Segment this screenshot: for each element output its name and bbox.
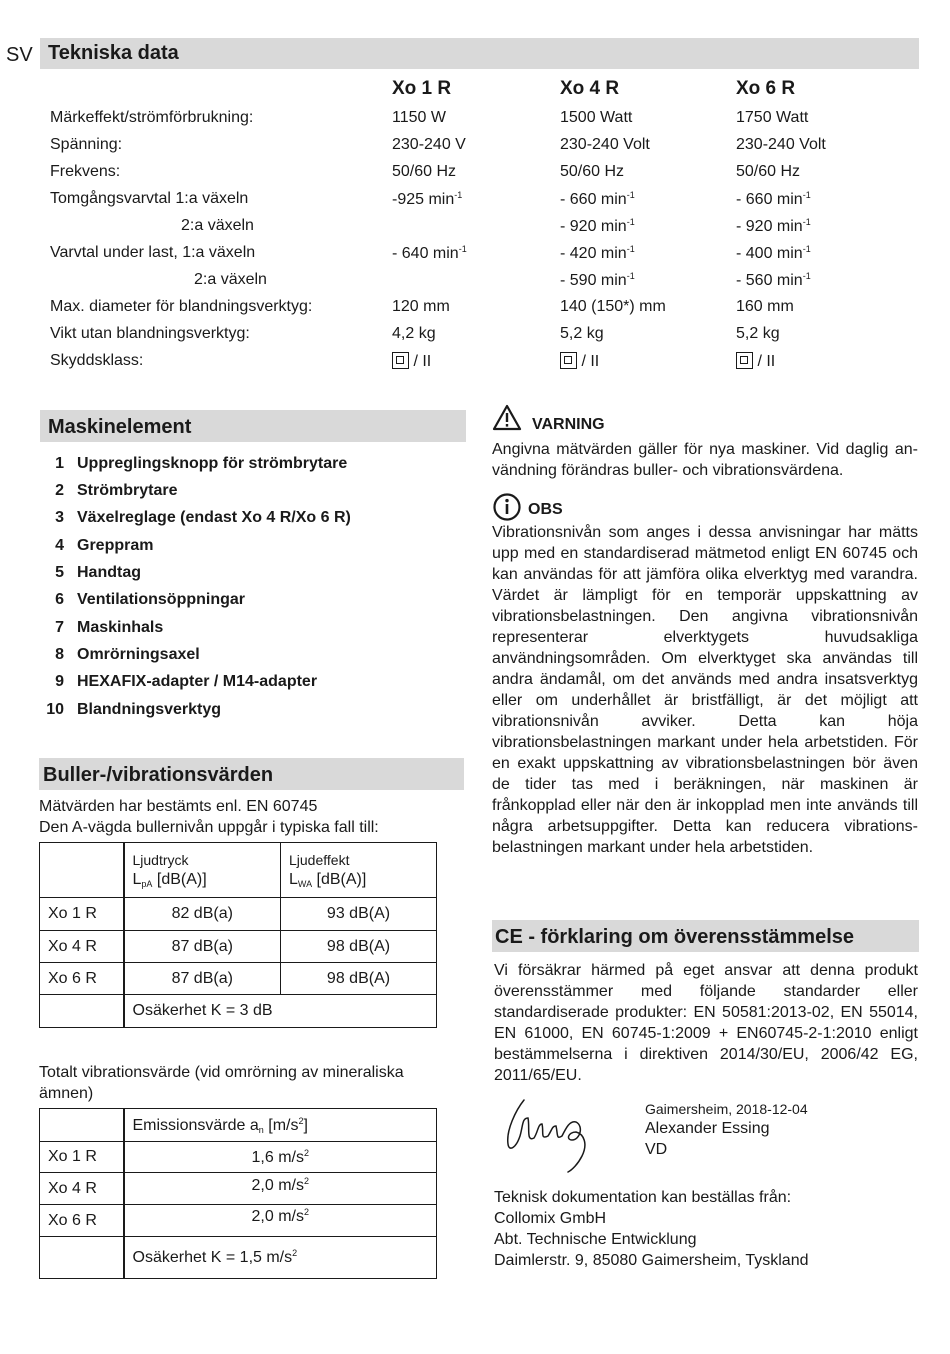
tech-label: 2:a växeln (181, 217, 254, 234)
protection-class-ii-icon (392, 352, 409, 369)
tech-value: 50/60 Hz (392, 163, 457, 180)
tech-value: 230-240 Volt (736, 136, 826, 153)
tech-label: Märkeffekt/strömförbrukning: (50, 109, 254, 126)
tech-value: 5,2 kg (736, 325, 780, 342)
tech-row (50, 190, 910, 217)
tech-value: - 920 $\min^{-1}$ (560, 217, 635, 235)
tech-value: 230-240 Volt (560, 136, 650, 153)
noise-uncertainty: Osäkerhet K = 3 dB (124, 995, 437, 1028)
tech-row (50, 325, 910, 352)
tech-value: / II (392, 352, 431, 371)
vibration-header: Emissionsvärde $a_n$ $[m/s^2]$ (124, 1109, 437, 1142)
docs-line-3: Abt. Technische Entwicklung (494, 1231, 697, 1248)
tech-label: Frekvens: (50, 163, 121, 180)
tech-value: 1150 W (392, 109, 446, 126)
tech-row (50, 244, 910, 271)
noise-intro-2: Den A-vägda bullernivån uppgår i typiska fall till: (39, 819, 379, 836)
ce-section-title: CE - förklaring om överensstämmelse (492, 920, 919, 952)
noise-section-title: Buller-/vibrationsvärden (39, 758, 464, 790)
protection-class-ii-icon (736, 352, 753, 369)
warning-title: VARNING (532, 416, 605, 433)
signature (498, 1088, 598, 1178)
warning-icon (492, 404, 522, 436)
model-xo4r: Xo 4 R (560, 78, 620, 99)
tech-row (50, 109, 910, 136)
tech-value: 160 mm (736, 298, 794, 315)
tech-value: 1750 Watt (736, 109, 809, 126)
tech-value: - 400 $\min^{-1}$ (736, 244, 811, 262)
vibration-uncertainty: Osäkerhet K = 1,5 $m/s^2$ (124, 1237, 437, 1279)
model-xo6r: Xo 6 R (736, 78, 796, 99)
header-sound-pressure: Ljudtryck $L_{pA}$ [dB(A)] (124, 843, 281, 898)
tech-value: - 660 $\min^{-1}$ (560, 190, 635, 208)
docs-line-4: Daimlerstr. 9, 85080 Gaimersheim, Tyskland (494, 1252, 809, 1269)
ce-signer-name: Alexander Essing (645, 1120, 770, 1137)
tech-row (50, 136, 910, 163)
tech-value: - 920 $\min^{-1}$ (736, 217, 811, 235)
tech-label: 2:a växeln (194, 271, 267, 288)
tech-label: Skyddsklass: (50, 352, 144, 369)
tech-value: 140 (150*) mm (560, 298, 666, 315)
tech-value: 50/60 Hz (736, 163, 801, 180)
tech-value: - 590 $\min^{-1}$ (560, 271, 635, 289)
table-row: Xo 1 R 82 dB(a) 93 dB(A) (40, 898, 437, 931)
table-row: Xo 6 R 2,0 $m/s^2$ (40, 1205, 437, 1237)
tech-label: Varvtal under last, 1:a växeln (50, 244, 256, 261)
obs-title: OBS (528, 501, 563, 518)
table-row: Xo 1 R 1,6 $m/s^2$ (40, 1142, 437, 1173)
ce-signer-role: VD (645, 1141, 668, 1158)
tech-value: 120 mm (392, 298, 450, 315)
tech-section-title: Tekniska data (40, 38, 919, 69)
obs-text: Vibrationsnivån som anges i dessa anvisningar har mätts upp med en standardiserad mätmetod enligt EN 60745 och kan användas för att jämföra olika elverktyg med varandra. Värdet är lämpligt för en temporär uppskattning av vibrationsbelastningen. Den angivna vibrationsnivån representerar elverktygets huvudsakliga användningsområden. Om elverktyget ska användas till andra ändamål, om det används med andra insatsverktyg eller om underhållet är bristfälligt, är det möjligt att vibrationsnivån avviker. Detta kan höja vibrationsbelastningen markant under hela arbetstiden. För en exakt uppskattning av vibrationsbelastningen bör även de tider tas med i beräkningen, när maskinen är frånkopplad eller när den är inkopplad men inte används till några arbetsuppgifter. Detta kan reducera vibrations-belastningen markant under hela arbetstiden. (492, 524, 918, 856)
tech-row (50, 271, 910, 298)
tech-value: 50/60 Hz (560, 163, 625, 180)
protection-class-ii-icon (560, 352, 577, 369)
tech-row (50, 298, 910, 325)
table-row (40, 995, 437, 1028)
ce-place-date: Gaimersheim, 2018-12-04 (645, 1101, 808, 1117)
tech-label: Vikt utan blandningsverktyg: (50, 325, 250, 342)
warning-text: Angivna mätvärden gäller för nya maskiner. Vid daglig an-vändning förändras buller- och vibrationsvärdena. (492, 441, 918, 479)
tech-value: / II (560, 352, 599, 371)
docs-line-1: Teknisk dokumentation kan beställas från: (494, 1189, 792, 1206)
machine-section-title: Maskinelement (40, 410, 466, 442)
ce-text: Vi försäkrar härmed på eget ansvar att denna produkt överensstämmer med följande standarder eller standardiserade produkter: EN 50581:2013-02, EN 55014, EN 61000, EN 60745-1:2009 + EN60745-2-1:2010 enligt bestämmelserna i direktiven 2014/30/EU, 2006/42 EG, 2011/65/EU. (494, 962, 918, 1084)
tech-value: - 640 $\min^{-1}$ (392, 244, 467, 262)
docs-line-2: Collomix GmbH (494, 1210, 607, 1227)
tech-label: Max. diameter för blandningsverktyg: (50, 298, 313, 315)
tech-row (50, 352, 910, 379)
tech-value: 230-240 V (392, 136, 466, 153)
tech-row (50, 163, 910, 190)
tech-label: Spänning: (50, 136, 123, 153)
tech-value: 5,2 kg (560, 325, 604, 342)
tech-value: 1500 Watt (560, 109, 633, 126)
table-row: Xo 4 R 87 dB(a) 98 dB(A) (40, 931, 437, 963)
tech-value: - 420 $\min^{-1}$ (560, 244, 635, 262)
tech-value: -925 $\min^{-1}$ (392, 190, 463, 208)
tech-value: - 660 $\min^{-1}$ (736, 190, 811, 208)
tech-value: / II (736, 352, 775, 371)
header-sound-power: Ljudeffekt $L_{WA}$ [dB(A)] (281, 843, 437, 898)
table-row: Xo 4 R 2,0 $m/s^2$ (40, 1173, 437, 1205)
noise-intro-1: Mätvärden har bestämts enl. EN 60745 (39, 798, 318, 815)
tech-model-header (50, 78, 910, 105)
tech-row (50, 217, 910, 244)
vibration-table (39, 1108, 437, 1279)
noise-table (39, 842, 437, 1028)
tech-value: 4,2 kg (392, 325, 436, 342)
model-xo1r: Xo 1 R (392, 78, 452, 99)
tech-value: - 560 $\min^{-1}$ (736, 271, 811, 289)
vibration-intro: Totalt vibrationsvärde (vid omrörning av mineraliska ämnen) (39, 1064, 404, 1102)
language-tag: SV (6, 44, 33, 66)
tech-label: Tomgångsvarvtal 1:a växeln (50, 190, 249, 207)
table-row: Xo 6 R 87 dB(a) 98 dB(A) (40, 963, 437, 995)
